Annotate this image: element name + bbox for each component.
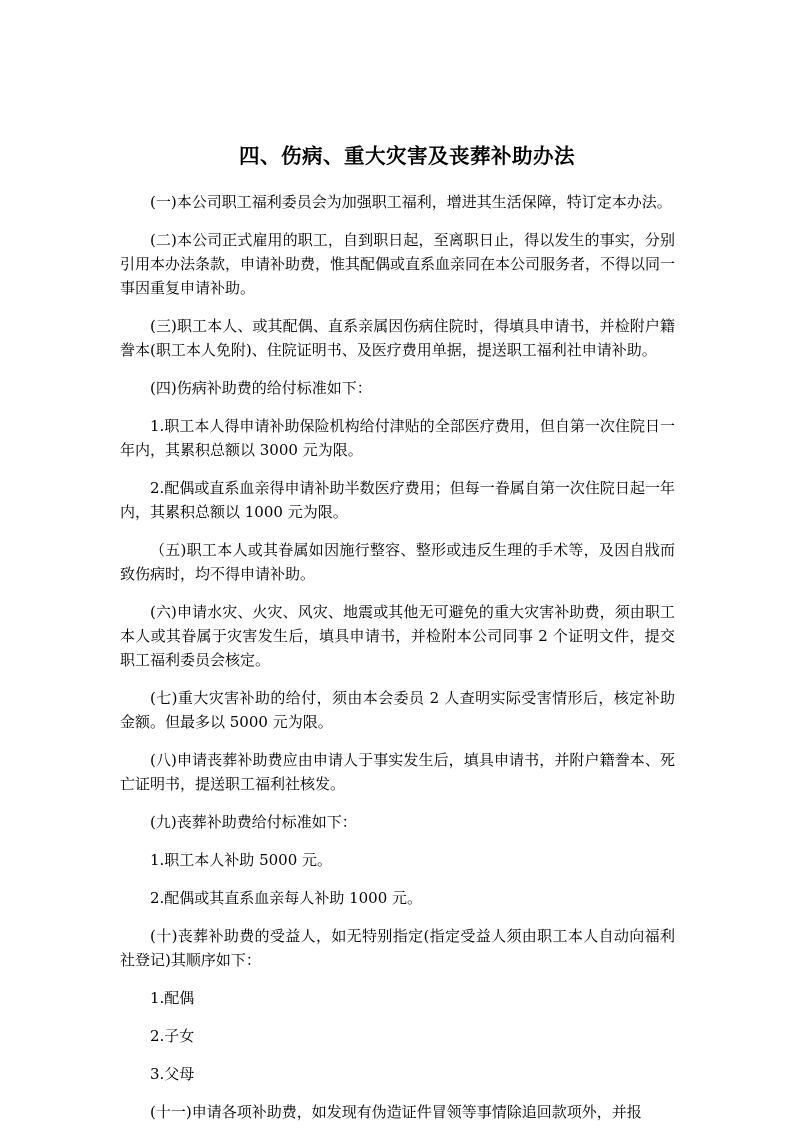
paragraph-10: (十)丧葬补助费的受益人，如无特别指定(指定受益人须由职工本人自动向福利社登记)其顺序如下： [120, 927, 675, 969]
paragraph-6: (六)申请水灾、火灾、风灾、地震或其他无可避免的重大灾害补助费，须由职工本人或其眷属于灾害发生后，填具申请书，并检附本公司同事 2 个证明文件，提交职工福利委员会核定。 [120, 603, 675, 669]
paragraph-9: (九)丧葬补助费给付标准如下： [150, 813, 357, 831]
paragraph-5: （五)职工本人或其眷属如因施行整容、整形或违反生理的手术等，及因自戕而致伤病时，均不得申请补助。 [120, 541, 675, 583]
paragraph-4-item-2: 2.配偶或直系血亲得申请补助半数医疗费用；但每一眷属自第一次住院日起一年内，其累积总额以 1000 元为限。 [120, 479, 675, 521]
paragraph-8: (八)申请丧葬补助费应由申请人于事实发生后，填具申请书，并附户籍誊本、死亡证明书，提送职工福利社核发。 [120, 751, 675, 793]
paragraph-4: (四)伤病补助费的给付标准如下： [150, 379, 372, 397]
paragraph-10-item-1: 1.配偶 [150, 989, 195, 1007]
paragraph-10-item-3: 3.父母 [150, 1065, 195, 1083]
paragraph-9-item-1: 1.职工本人补助 5000 元。 [150, 851, 333, 869]
paragraph-7: (七)重大灾害补助的给付，须由本会委员 2 人查明实际受害情形后，核定补助金额。但最多以 5000 元为限。 [120, 689, 675, 731]
paragraph-1: (一)本公司职工福利委员会为加强职工福利，增进其生活保障，特订定本办法。 [150, 193, 672, 211]
paragraph-3: (三)职工本人、或其配偶、直系亲属因伤病住院时，得填具申请书，并检附户籍誊本(职工本人免附)、住院证明书、及医疗费用单据，提送职工福利社申请补助。 [120, 317, 675, 359]
paragraph-4-item-1: 1.职工本人得申请补助保险机构给付津贴的全部医疗费用，但自第一次住院日一年内，其累积总额以 3000 元为限。 [120, 417, 675, 459]
paragraph-10-item-2: 2.子女 [150, 1027, 195, 1045]
paragraph-11: (十一)申请各项补助费，如发现有伪造证件冒领等事情除追回款项外，并报 [150, 1103, 642, 1121]
paragraph-9-item-2: 2.配偶或其直系血亲每人补助 1000 元。 [150, 889, 423, 907]
paragraph-2: (二)本公司正式雇用的职工，自到职日起，至离职日止，得以发生的事实，分别引用本办法条款，申请补助费，惟其配偶或直系血亲同在本公司服务者，不得以同一事因重复申请补助。 [120, 231, 676, 297]
document-body [120, 190, 675, 1138]
page-title: 四、伤病、重大灾害及丧葬补助办法 [239, 144, 575, 168]
